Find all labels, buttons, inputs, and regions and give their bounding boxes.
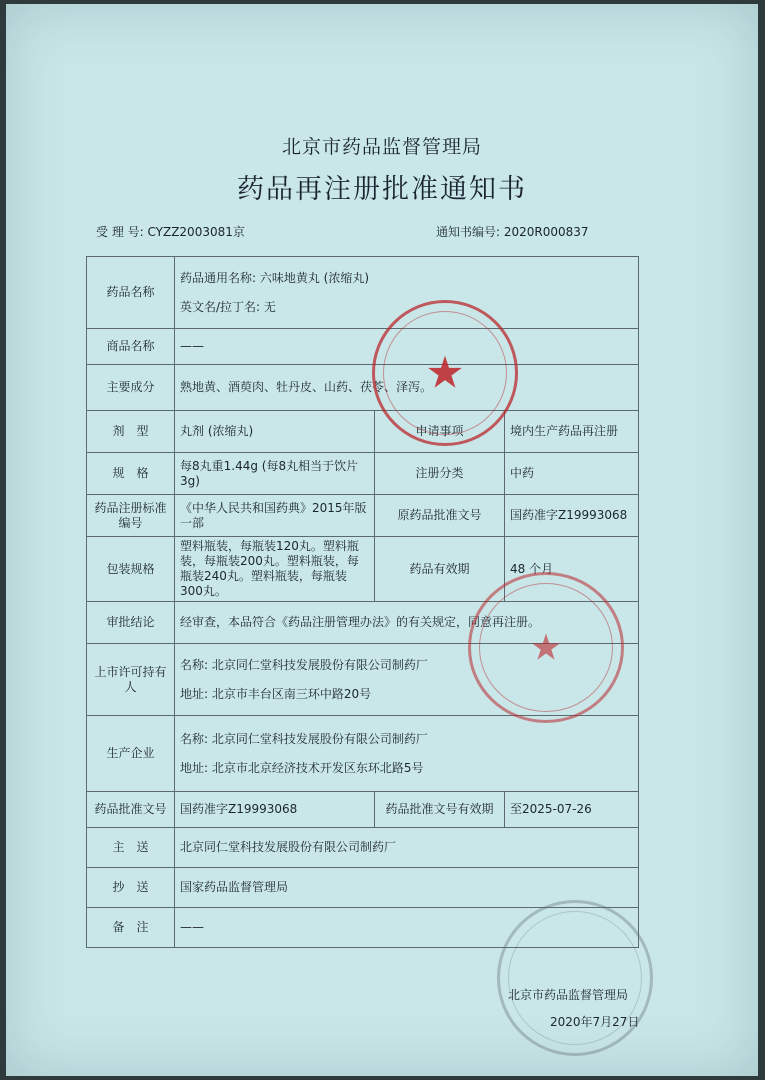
label-application-item: 申请事项 (375, 411, 505, 453)
send-to-value: 北京同仁堂科技发展股份有限公司制药厂 (175, 828, 639, 868)
label-conclusion: 审批结论 (87, 602, 175, 644)
label-packaging: 包装规格 (87, 537, 175, 602)
manufacturer-name: 名称: 北京同仁堂科技发展股份有限公司制药厂 (180, 731, 428, 746)
label-approval-number: 药品批准文号 (87, 792, 175, 828)
row-drug-name (87, 257, 639, 329)
drug-name-cell (175, 257, 639, 329)
row-packaging (87, 537, 639, 602)
ingredients-value: 熟地黄、酒萸肉、牡丹皮、山药、茯苓、泽泻。 (175, 365, 639, 411)
mah-name: 名称: 北京同仁堂科技发展股份有限公司制药厂 (180, 657, 428, 672)
row-standard (87, 495, 639, 537)
document-title: 药品再注册批准通知书 (237, 174, 527, 205)
acceptance-number: 受 理 号: CYZZ2003081京 (96, 225, 245, 239)
row-specification (87, 453, 639, 495)
dosage-form-value: 丸剂 (浓缩丸) (175, 411, 375, 453)
specification-value: 每8丸重1.44g (每8丸相当于饮片3g) (175, 453, 375, 495)
shelf-life-value: 48 个月 (505, 537, 639, 602)
row-approval-number (87, 792, 639, 828)
application-item-value: 境内生产药品再注册 (505, 411, 639, 453)
packaging-value: 塑料瓶装，每瓶装120丸。塑料瓶装，每瓶装200丸。塑料瓶装，每瓶装240丸。塑料瓶装，每瓶装300丸。 (175, 537, 375, 602)
mah-address: 地址: 北京市丰台区南三环中路20号 (180, 686, 372, 701)
label-shelf-life: 药品有效期 (375, 537, 505, 602)
label-mah: 上市许可持有人 (87, 644, 175, 716)
row-mah (87, 644, 639, 716)
star-icon: ★ (529, 627, 563, 668)
label-drug-name: 药品名称 (87, 257, 175, 329)
row-remarks (87, 908, 639, 948)
mah-cell (175, 644, 639, 716)
approval-number-value: 国药准字Z19993068 (175, 792, 375, 828)
star-icon: ★ (425, 347, 465, 399)
label-send-to: 主 送 (87, 828, 175, 868)
row-copy-to (87, 868, 639, 908)
label-manufacturer: 生产企业 (87, 716, 175, 792)
remarks-value: —— (175, 908, 639, 948)
issuing-authority: 北京市药品监督管理局 (281, 136, 482, 158)
registration-category-value: 中药 (505, 453, 639, 495)
label-trade-name: 商品名称 (87, 329, 175, 365)
drug-common-name: 药品通用名称: 六味地黄丸 (浓缩丸) (180, 270, 370, 285)
label-copy-to: 抄 送 (87, 868, 175, 908)
issuer-name: 北京市药品监督管理局 (508, 988, 629, 1002)
row-manufacturer (87, 716, 639, 792)
row-ingredients (87, 365, 639, 411)
issue-date: 2020年7月27日 (550, 1015, 640, 1029)
approval-table (86, 256, 639, 948)
original-approval-value: 国药准字Z19993068 (505, 495, 639, 537)
trade-name-value: —— (175, 329, 639, 365)
label-registration-category: 注册分类 (375, 453, 505, 495)
notice-number: 通知书编号: 2020R000837 (436, 225, 589, 239)
label-remarks: 备 注 (87, 908, 175, 948)
copy-to-value: 国家药品监督管理局 (175, 868, 639, 908)
manufacturer-address: 地址: 北京市北京经济技术开发区东环北路5号 (180, 760, 424, 775)
row-send-to (87, 828, 639, 868)
label-standard: 药品注册标准编号 (87, 495, 175, 537)
drug-english-name: 英文名/拉丁名: 无 (180, 299, 276, 314)
manufacturer-cell (175, 716, 639, 792)
label-original-approval: 原药品批准文号 (375, 495, 505, 537)
approval-validity-value: 至2025-07-26 (505, 792, 639, 828)
standard-value: 《中华人民共和国药典》2015年版一部 (175, 495, 375, 537)
label-specification: 规 格 (87, 453, 175, 495)
label-approval-validity: 药品批准文号有效期 (375, 792, 505, 828)
label-ingredients: 主要成分 (87, 365, 175, 411)
conclusion-value: 经审查，本品符合《药品注册管理办法》的有关规定，同意再注册。 (175, 602, 639, 644)
row-conclusion (87, 602, 639, 644)
row-trade-name (87, 329, 639, 365)
label-dosage-form: 剂 型 (87, 411, 175, 453)
row-dosage-form (87, 411, 639, 453)
